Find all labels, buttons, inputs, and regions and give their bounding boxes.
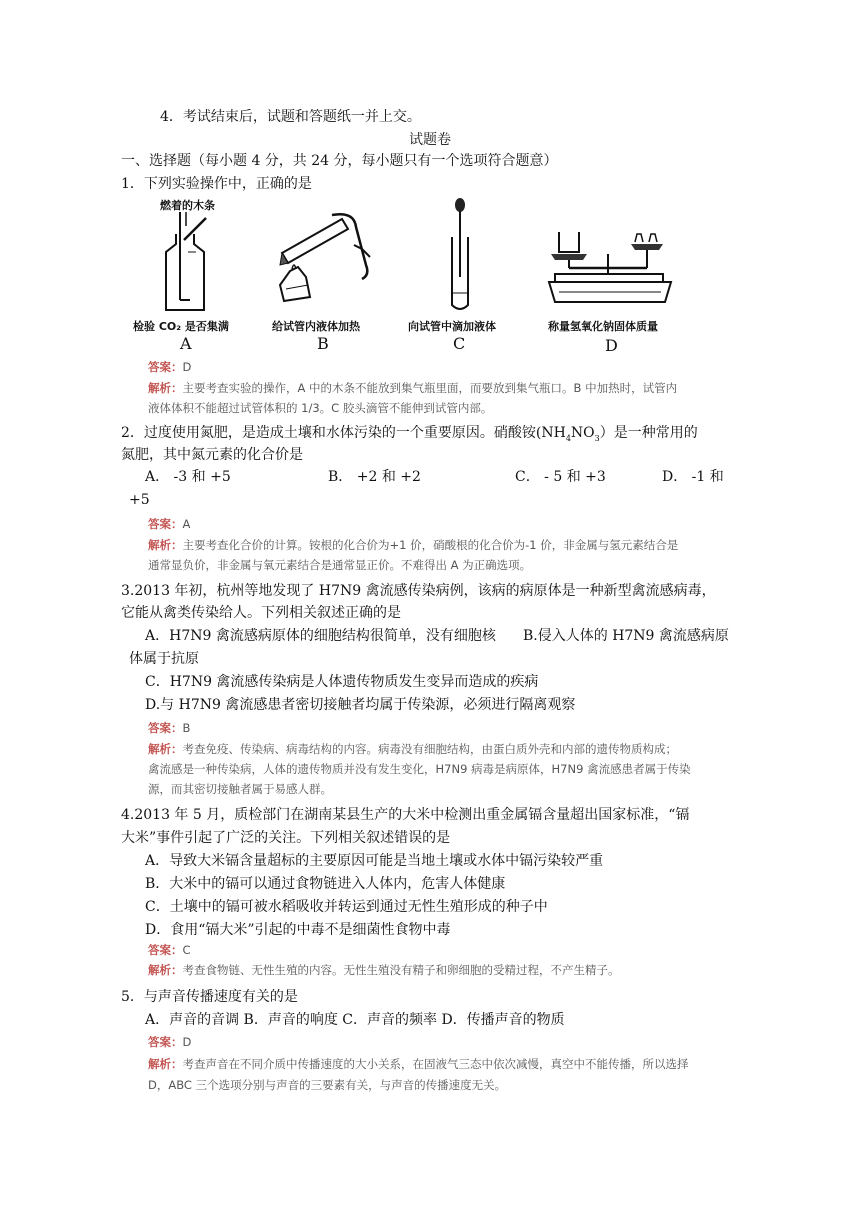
- figure-a-letter: A: [180, 334, 192, 353]
- analysis-label: 解析：: [148, 742, 183, 756]
- figure-a-caption: 检验 CO₂ 是否集满: [133, 320, 229, 333]
- figure-d-balance: [545, 224, 675, 308]
- question-4-answer: [148, 942, 191, 958]
- question-4-stem-line-1: 4.2013 年 5 月，质检部门在湖南某县生产的大米中检测出重金属镉含量超出国家标准，“镉: [121, 807, 690, 823]
- stem-part: ）是一种常用的: [599, 425, 698, 441]
- figure-b-letter: B: [317, 334, 329, 353]
- analysis-text: 主要考查实验的操作，A 中的木条不能放到集气瓶里面，而要放到集气瓶口。B 中加热时，试管内: [182, 381, 678, 395]
- analysis-label: 解析：: [148, 538, 183, 552]
- answer-value: A: [182, 517, 191, 531]
- answer-value: C: [182, 943, 191, 957]
- question-2-answer: [148, 516, 190, 532]
- question-3-stem-line-1: 3.2013 年初，杭州等地发现了 H7N9 禽流感传染病例，该病的病原体是一种新型禽流感病毒，: [121, 583, 716, 599]
- question-3-analysis-line-3: 源，而其密切接触者属于易感人群。: [148, 782, 332, 796]
- answer-label: 答案：: [148, 1035, 183, 1049]
- question-3-stem-line-2: 它能从禽类传染给人。下列相关叙述正确的是: [121, 605, 401, 621]
- question-5-analysis-line-1: [148, 1056, 689, 1072]
- question-5-answer: [148, 1034, 191, 1050]
- question-1-answer: [148, 359, 191, 375]
- analysis-label: 解析：: [148, 963, 183, 977]
- answer-label: 答案：: [148, 721, 183, 735]
- question-2-option-d: D． -1 和: [662, 469, 724, 485]
- answer-value: B: [182, 721, 191, 735]
- answer-label: 答案：: [148, 943, 183, 957]
- figure-b-caption: 给试管内液体加热: [272, 320, 360, 333]
- question-3-option-d: D.与 H7N9 禽流感患者密切接触者均属于传染源，必须进行隔离观察: [145, 697, 576, 713]
- answer-value: D: [182, 1035, 192, 1049]
- question-3-option-a: A．H7N9 禽流感病原体的细胞结构很简单，没有细胞核: [145, 628, 496, 644]
- analysis-text: 主要考查化合价的计算。铵根的化合价为+1 价，硝酸根的化合价为-1 价，非金属与氢元素结合是: [182, 538, 679, 552]
- question-3-option-c: C．H7N9 禽流感传染病是人体遗传物质发生变异而造成的疾病: [145, 674, 539, 690]
- subscript: 4: [565, 433, 571, 443]
- question-4-stem-line-2: 大米”事件引起了广泛的关注。下列相关叙述错误的是: [121, 830, 451, 846]
- answer-value: D: [182, 360, 192, 374]
- question-2-stem-line-2: 氮肥，其中氮元素的化合价是: [121, 447, 303, 463]
- figure-d-caption: 称量氢氧化钠固体质量: [548, 320, 658, 333]
- analysis-text: 考查声音在不同介质中传播速度的大小关系，在固液气三态中依次减慢，真空中不能传播，所以选择: [182, 1057, 689, 1071]
- figure-a-gas-bottle: [158, 212, 218, 317]
- figure-c-caption: 向试管中滴加液体: [408, 320, 496, 333]
- question-2-option-d-cont: +5: [129, 492, 150, 508]
- question-3-option-b: B.侵入人体的 H7N9 禽流感病原: [523, 628, 729, 644]
- question-3-analysis-line-1: [148, 741, 677, 757]
- question-4-option-d: D．食用“镉大米”引起的中毒不是细菌性食物中毒: [145, 922, 451, 938]
- figure-b-heating-tube: [270, 205, 380, 313]
- analysis-label: 解析：: [148, 1057, 183, 1071]
- question-5-options: A．声音的音调 B．声音的响度 C．声音的频率 D．传播声音的物质: [145, 1012, 565, 1028]
- answer-label: 答案：: [148, 360, 183, 374]
- figure-c-letter: C: [453, 334, 466, 353]
- question-2-option-b: B． +2 和 +2: [328, 469, 421, 485]
- question-3-option-b-cont: 体属于抗原: [129, 651, 199, 667]
- analysis-label: 解析：: [148, 381, 183, 395]
- question-4-option-b: B．大米中的镉可以通过食物链进入人体内，危害人体健康: [145, 876, 506, 892]
- figure-c-dropper: [445, 197, 475, 315]
- question-4-option-c: C．土壤中的镉可被水稻吸收并转运到通过无性生殖形成的种子中: [145, 899, 548, 915]
- question-4-option-a: A．导致大米镉含量超标的主要原因可能是当地土壤或水体中镉污染较严重: [145, 853, 604, 869]
- question-2-stem-line-1: [121, 424, 698, 448]
- question-1-analysis-line-1: [148, 380, 677, 396]
- question-5-analysis-line-2: D，ABC 三个选项分别与声音的三要素有关，与声音的传播速度无关。: [148, 1078, 507, 1092]
- question-1-stem: 1．下列实验操作中，正确的是: [121, 176, 312, 192]
- question-2-analysis-line-2: 通常显负价，非金属与氧元素结合是通常显正价。不难得出 A 为正确选项。: [148, 558, 532, 572]
- stem-part: NO: [570, 425, 595, 441]
- stem-part: 2．过度使用氮肥，是造成土壤和水体污染的一个重要原因。硝酸铵(NH: [121, 425, 566, 441]
- exam-note-4: 4．考试结束后，试题和答题纸一并上交。: [160, 109, 421, 125]
- question-1-analysis-line-2: 液体体积不能超过试管体积的 1/3。C 胶头滴管不能伸到试管内部。: [148, 401, 493, 415]
- section-title: 试题卷: [409, 132, 451, 148]
- figure-d-letter: D: [605, 336, 618, 355]
- question-2-option-c: C． - 5 和 +3: [515, 469, 606, 485]
- analysis-text: 考查免疫、传染病、病毒结构的内容。病毒没有细胞结构，由蛋白质外壳和内部的遗传物质构成；: [182, 742, 677, 756]
- question-2-option-a: A． -3 和 +5: [145, 469, 231, 485]
- question-3-answer: [148, 720, 190, 736]
- question-4-analysis-line-1: [148, 962, 620, 978]
- question-3-analysis-line-2: 禽流感是一种传染病，人体的遗传物质并没有发生变化，H7N9 病毒是病原体，H7N9 禽流感患者属于传染: [148, 762, 691, 776]
- question-2-analysis-line-1: [148, 537, 678, 553]
- question-5-stem: 5．与声音传播速度有关的是: [121, 989, 298, 1005]
- subscript: 3: [594, 433, 600, 443]
- burning-stick-label: 燃着的木条: [160, 199, 215, 212]
- answer-label: 答案：: [148, 517, 183, 531]
- analysis-text: 考查食物链、无性生殖的内容。无性生殖没有精子和卵细胞的受精过程，不产生精子。: [182, 963, 620, 977]
- section-heading: 一、选择题（每小题 4 分，共 24 分，每小题只有一个选项符合题意）: [121, 153, 558, 169]
